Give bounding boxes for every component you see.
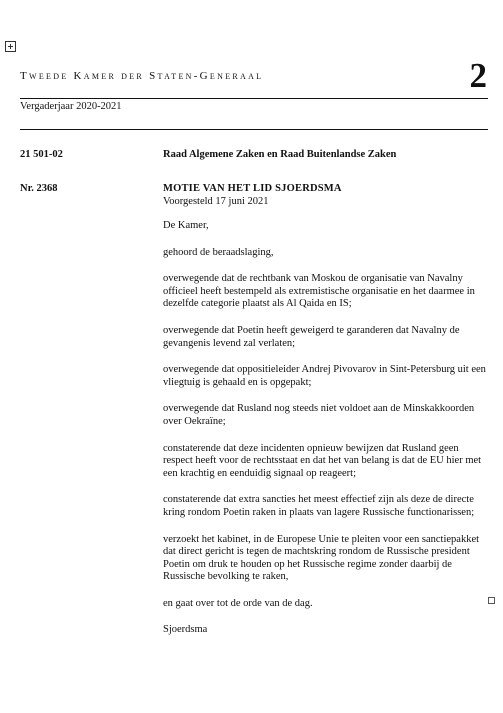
dossier-number: 21 501-02	[20, 149, 63, 160]
session-year: Vergaderjaar 2020-2021	[20, 101, 122, 112]
chamber-number: 2	[469, 56, 487, 95]
paragraph-observation: constaterende dat extra sancties het meest effectief zijn als deze de directe kring rondom Poetin raken in plaats van lagere Russische functionarissen;	[163, 494, 475, 518]
motion-body	[163, 220, 489, 651]
chamber-title: Tweede Kamer der Staten-Generaal	[20, 70, 264, 82]
paragraph-request: verzoekt het kabinet, in de Europese Unie te pleiten voor een sanctiepakket dat direct gericht is tegen de machtskring rondom de Russische president Poetin om druk te houden op het Russische regime zonder daarbij de Russische bevolking te raken,	[163, 533, 480, 583]
session-divider	[20, 129, 488, 130]
paragraph-closing: en gaat over tot de orde van de dag.	[163, 597, 313, 609]
page-end-marker-icon	[488, 597, 495, 604]
paragraph-deliberation: gehoord de beraadslaging,	[163, 246, 274, 258]
paragraph-address: De Kamer,	[163, 220, 209, 231]
expand-plus-icon[interactable]	[5, 41, 16, 52]
paragraph-observation: constaterende dat deze incidenten opnieuw bewijzen dat Rusland geen respect heeft voor de rechtsstaat en dat het van belang is dat de EU hier met een krachtig en eenduidig signaal op reageert;	[163, 442, 482, 479]
header-divider	[20, 98, 488, 99]
motion-number: Nr. 2368	[20, 183, 58, 194]
motion-title: MOTIE VAN HET LID SJOERDSMA	[163, 183, 342, 194]
dossier-title: Raad Algemene Zaken en Raad Buitenlandse Zaken	[163, 149, 397, 160]
paragraph-consideration: overwegende dat Rusland nog steeds niet voldoet aan de Minskakkoorden over Oekraïne;	[163, 403, 475, 427]
proposed-date: Voorgesteld 17 juni 2021	[163, 196, 269, 207]
paragraph-consideration: overwegende dat Poetin heeft geweigerd te garanderen dat Navalny de gevangenis levend zal verlaten;	[163, 324, 460, 349]
signature-name: Sjoerdsma	[163, 624, 208, 636]
paragraph-consideration: overwegende dat de rechtbank van Moskou de organisatie van Navalny officieel heeft bestempeld als extremistische organisatie en het daarmee in dezelfde categorie plaatst als Al Qaida en IS;	[163, 273, 475, 310]
paragraph-consideration: overwegende dat oppositieleider Andrej Pivovarov in Sint-Petersburg uit een vliegtuig is gehaald en is opgepakt;	[163, 364, 486, 388]
